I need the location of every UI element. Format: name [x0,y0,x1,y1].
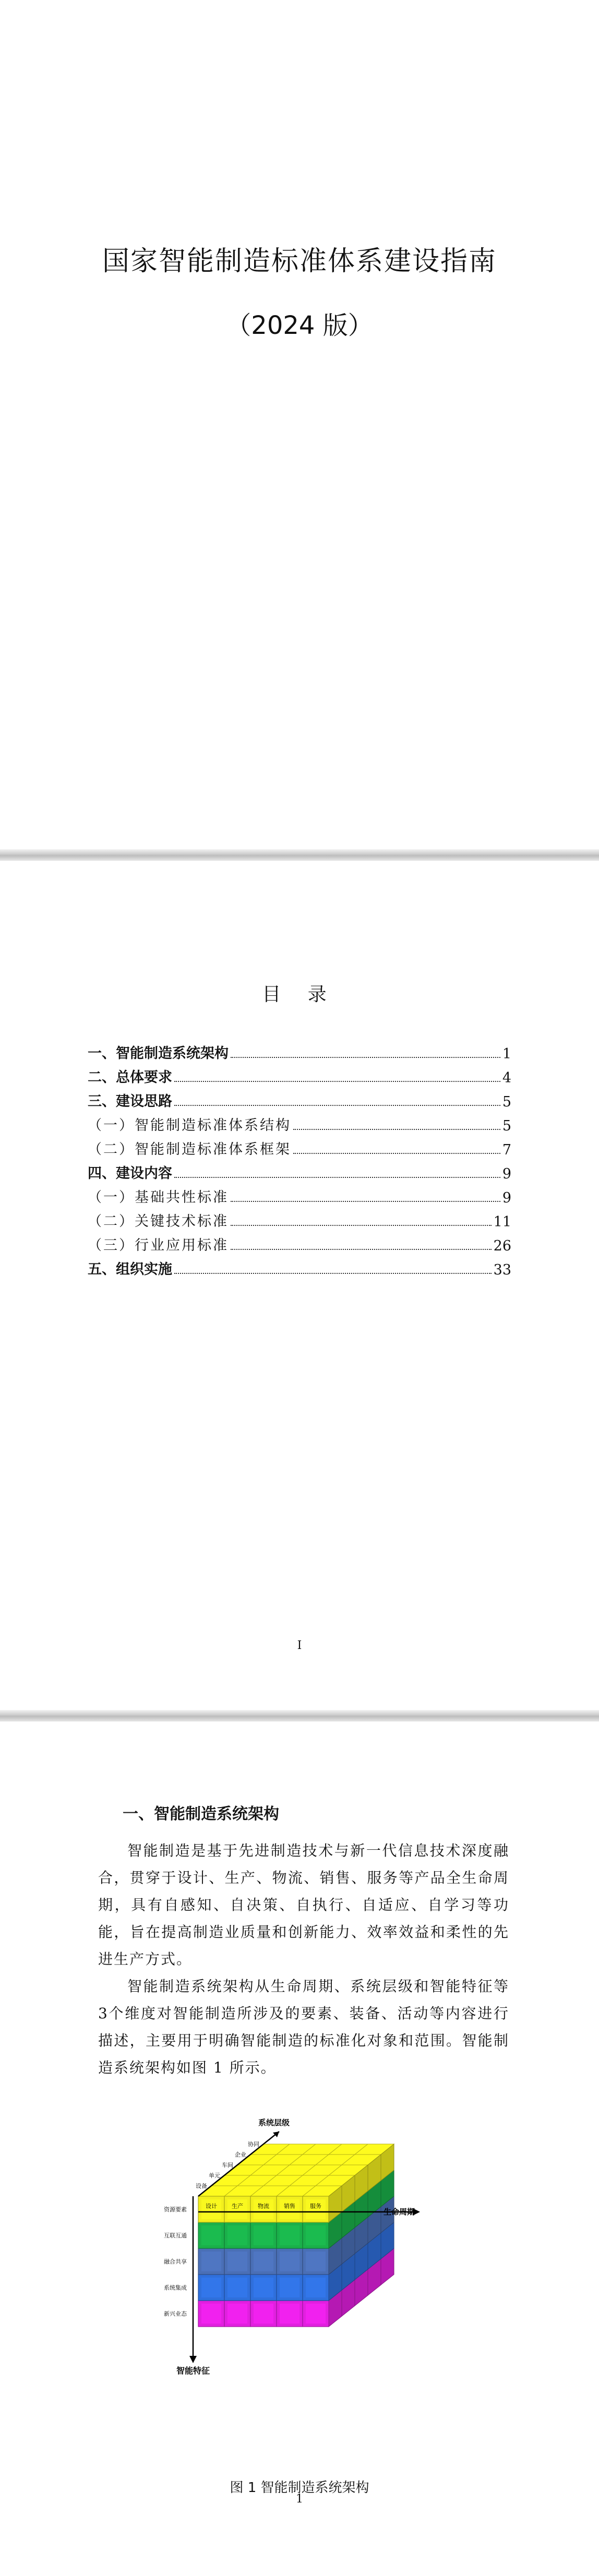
toc-entry-page: 11 [493,1214,511,1230]
lifecycle-axis-label: 生命周期 [383,2207,415,2217]
toc-entry-page: 7 [502,1142,511,1158]
toc-entry[interactable] [88,1158,511,1182]
toc-entry-label: 三、建设思路 [88,1093,172,1110]
toc-entry[interactable] [88,1230,511,1254]
feature-label: 系统集成 [164,2284,187,2291]
toc-entry-page: 5 [502,1118,511,1134]
toc-leader-dots [231,1057,500,1058]
system-level-axis-label: 系统层级 [258,2118,290,2127]
cube-cell-highlight [201,2304,221,2324]
toc-entry[interactable] [88,1038,511,1062]
toc-leader-dots [174,1177,500,1178]
toc-entry[interactable] [88,1134,511,1158]
cube-cell-highlight [254,2278,273,2297]
cube-cell-highlight [201,2278,221,2297]
toc-entry[interactable] [88,1206,511,1230]
lifecycle-label: 生产 [232,2202,243,2210]
toc-leader-dots [174,1273,492,1274]
cube-cell-highlight [306,2304,326,2324]
toc-entry-label: （一）基础共性标准 [88,1189,229,1206]
lifecycle-label: 销售 [284,2202,295,2210]
cube-cell-highlight [306,2278,326,2297]
cube-cell-highlight [306,2225,326,2245]
cube-cell-highlight [306,2252,326,2271]
body-paragraph: 智能制造系统架构从生命周期、系统层级和智能特征等3个维度对智能制造所涉及的要素、装备、活动等内容进行描述，主要用于明确智能制造的标准化对象和范围。智能制造系统架构如图 1 所示。 [98,1978,509,2076]
toc-entry-label: 二、总体要求 [88,1069,172,1086]
toc-entry-page: 1 [502,1046,511,1062]
toc-entry[interactable] [88,1086,511,1110]
toc-list [88,1038,511,1278]
content-page [0,1722,599,2576]
toc-entry-page: 26 [493,1238,511,1254]
feature-axis-label: 智能特征 [176,2366,210,2376]
cube-cell-highlight [201,2252,221,2271]
toc-entry[interactable] [88,1062,511,1086]
toc-leader-dots [231,1225,492,1226]
figure-caption: 图 1 智能制造系统架构 [230,2480,369,2496]
toc-entry-label: （三）行业应用标准 [88,1237,229,1254]
cube-cell-highlight [254,2252,273,2271]
lifecycle-label: 物流 [258,2202,269,2210]
cube-cell-highlight [280,2252,300,2271]
feature-label: 资源要素 [164,2206,187,2213]
feature-label: 融合共享 [164,2258,187,2265]
toc-entry-page: 4 [502,1070,511,1086]
cube-cell-highlight [227,2252,247,2271]
toc-entry[interactable] [88,1110,511,1134]
cover-page [0,0,599,849]
lifecycle-label: 设计 [206,2202,217,2210]
toc-entry-label: （二）关键技术标准 [88,1213,229,1230]
toc-entry-label: 四、建设内容 [88,1165,172,1182]
toc-leader-dots [231,1249,492,1250]
feature-label: 互联互通 [164,2232,187,2239]
axis-arrowhead [189,2356,197,2363]
document-edition: （2024 版） [226,311,373,340]
system-level-label: 单元 [209,2172,220,2179]
system-level-label: 协同 [248,2141,259,2148]
document-title: 国家智能制造标准体系建设指南 [102,246,497,277]
body-paragraph: 智能制造是基于先进制造技术与新一代信息技术深度融合，贯穿于设计、生产、物流、销售、服务等产品全生命周期，具有自感知、自决策、自执行、自适应、自学习等功能，旨在提高制造业质量和创新能力、效率效益和柔性的先进生产方式。 [98,1842,509,1968]
toc-entry-label: 一、智能制造系统架构 [88,1045,229,1062]
page-number: I [297,1639,302,1652]
toc-entry-page: 9 [502,1190,511,1206]
toc-entry-page: 9 [502,1166,511,1182]
system-level-label: 车间 [222,2162,233,2169]
toc-entry-page: 5 [502,1094,511,1110]
page-separator [0,849,599,861]
cube-cell-highlight [227,2304,247,2324]
toc-entry-label: 五、组织实施 [88,1261,172,1278]
cube-cell-highlight [254,2225,273,2245]
system-level-label: 设备 [196,2183,207,2189]
toc-leader-dots [293,1153,500,1154]
page-separator [0,1710,599,1722]
toc-title: 目 录 [262,984,337,1005]
toc-leader-dots [174,1081,500,1082]
toc-page [0,861,599,1710]
architecture-figure [136,2066,470,2431]
toc-leader-dots [174,1105,500,1106]
toc-entry-page: 33 [493,1262,511,1278]
toc-entry-label: （二）智能制造标准体系框架 [88,1141,291,1158]
section-heading: 一、智能制造系统架构 [123,1805,279,1823]
toc-leader-dots [293,1129,500,1130]
cube-cell-highlight [280,2278,300,2297]
system-level-label: 企业 [235,2151,246,2158]
toc-entry-label: （一）智能制造标准体系结构 [88,1117,291,1134]
page-number: 1 [296,2493,303,2506]
cube-cell-highlight [280,2304,300,2324]
feature-label: 新兴业态 [164,2310,187,2317]
cube-cell-highlight [201,2225,221,2245]
cube-grid [198,2144,394,2327]
lifecycle-label: 服务 [310,2202,321,2210]
cube-cell-highlight [280,2225,300,2245]
cube-cell-highlight [227,2278,247,2297]
toc-leader-dots [231,1201,500,1202]
cube-cell-highlight [254,2304,273,2324]
cube-cell-highlight [227,2225,247,2245]
toc-entry[interactable] [88,1254,511,1278]
toc-entry[interactable] [88,1182,511,1206]
